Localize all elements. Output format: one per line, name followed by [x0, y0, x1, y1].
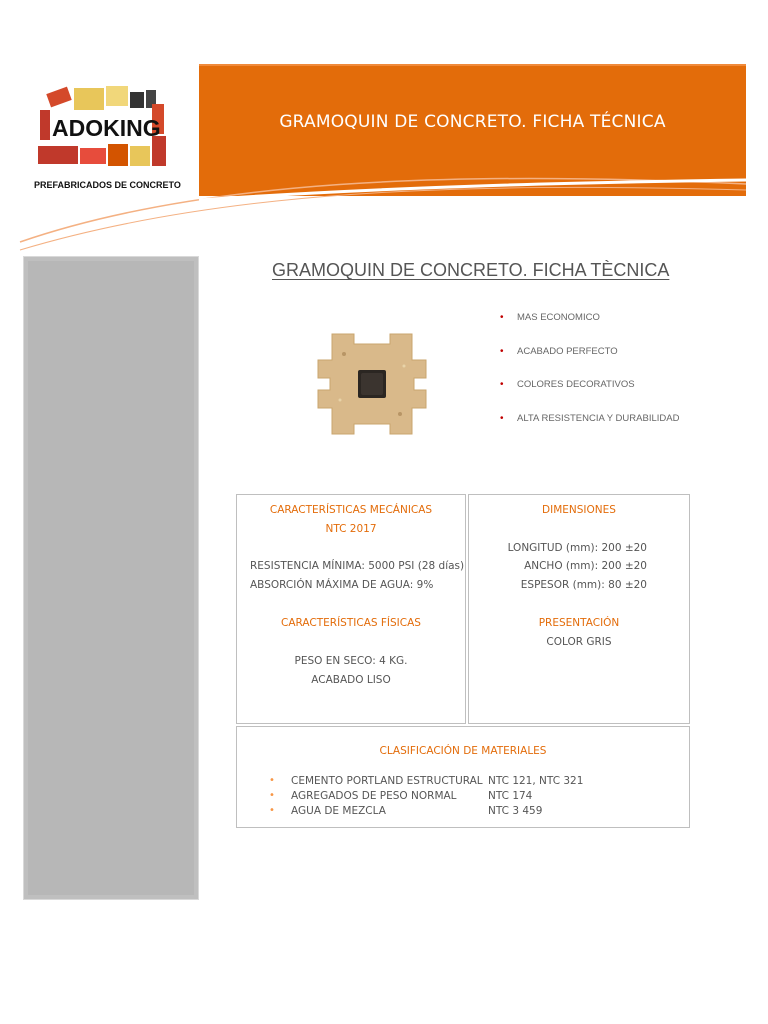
dimensions-box [468, 494, 690, 724]
material-name: AGREGADOS DE PESO NORMAL [291, 790, 457, 802]
dimensions-heading: DIMENSIONES [542, 504, 616, 516]
sidebar-panel [23, 256, 199, 900]
material-norm: NTC 3 459 [488, 805, 543, 817]
feature-label: MAS ECONOMICO [517, 312, 600, 323]
material-name: AGUA DE MEZCLA [291, 805, 386, 817]
characteristics-box [236, 494, 466, 724]
material-name: CEMENTO PORTLAND ESTRUCTURAL [291, 775, 483, 787]
bullet-icon: • [500, 412, 504, 424]
mechanical-line: RESISTENCIA MÍNIMA: 5000 PSI (28 días) [250, 560, 465, 572]
dimension-line: LONGITUD (mm): 200 ±20 [507, 542, 647, 554]
feature-list [500, 312, 679, 446]
physical-heading: CARACTERÍSTICAS FÍSICAS [281, 617, 421, 629]
presentation-value: COLOR GRIS [546, 636, 612, 648]
feature-label: ALTA RESISTENCIA Y DURABILIDAD [517, 412, 680, 424]
banner-title: GRAMOQUIN DE CONCRETO. FICHA TÉCNICA [279, 112, 666, 132]
presentation-heading: PRESENTACIÓN [538, 617, 620, 629]
sidebar-panel-inner [28, 261, 194, 895]
feature-label: COLORES DECORATIVOS [517, 379, 635, 390]
dimension-line: ANCHO (mm): 200 ±20 [524, 560, 647, 572]
materials-heading: CLASIFICACIÓN DE MATERIALES [379, 745, 547, 757]
dimension-line: ESPESOR (mm): 80 ±20 [520, 579, 647, 591]
bullet-icon: • [269, 775, 275, 786]
grass-block-illustration [314, 330, 430, 438]
bullet-icon: • [500, 312, 504, 323]
bullet-icon: • [269, 805, 275, 816]
physical-line: PESO EN SECO: 4 KG. [294, 655, 408, 667]
mechanical-line: ABSORCIÓN MÁXIMA DE AGUA: 9% [250, 579, 434, 591]
product-image [314, 330, 430, 438]
decorative-swoosh [0, 160, 768, 270]
mechanical-heading: CARACTERÍSTICAS MECÁNICAS [269, 504, 433, 516]
feature-item [500, 413, 679, 447]
feature-item [500, 379, 679, 413]
material-norm: NTC 174 [488, 790, 533, 802]
logo-name: ADOKING [52, 115, 161, 141]
feature-item [500, 312, 679, 346]
bullet-icon: • [269, 790, 275, 801]
material-norm: NTC 121, NTC 321 [488, 775, 584, 787]
mechanical-standard: NTC 2017 [325, 523, 377, 535]
materials-box [236, 726, 690, 828]
feature-label: ACABADO PERFECTO [517, 345, 618, 357]
feature-item [500, 346, 679, 380]
document-title: GRAMOQUIN DE CONCRETO. FICHA TÈCNICA [272, 260, 670, 280]
bullet-icon: • [500, 379, 504, 390]
bullet-icon: • [500, 345, 504, 357]
physical-line: ACABADO LISO [311, 674, 391, 686]
logo-subtitle: PREFABRICADOS DE CONCRETO [34, 180, 181, 190]
